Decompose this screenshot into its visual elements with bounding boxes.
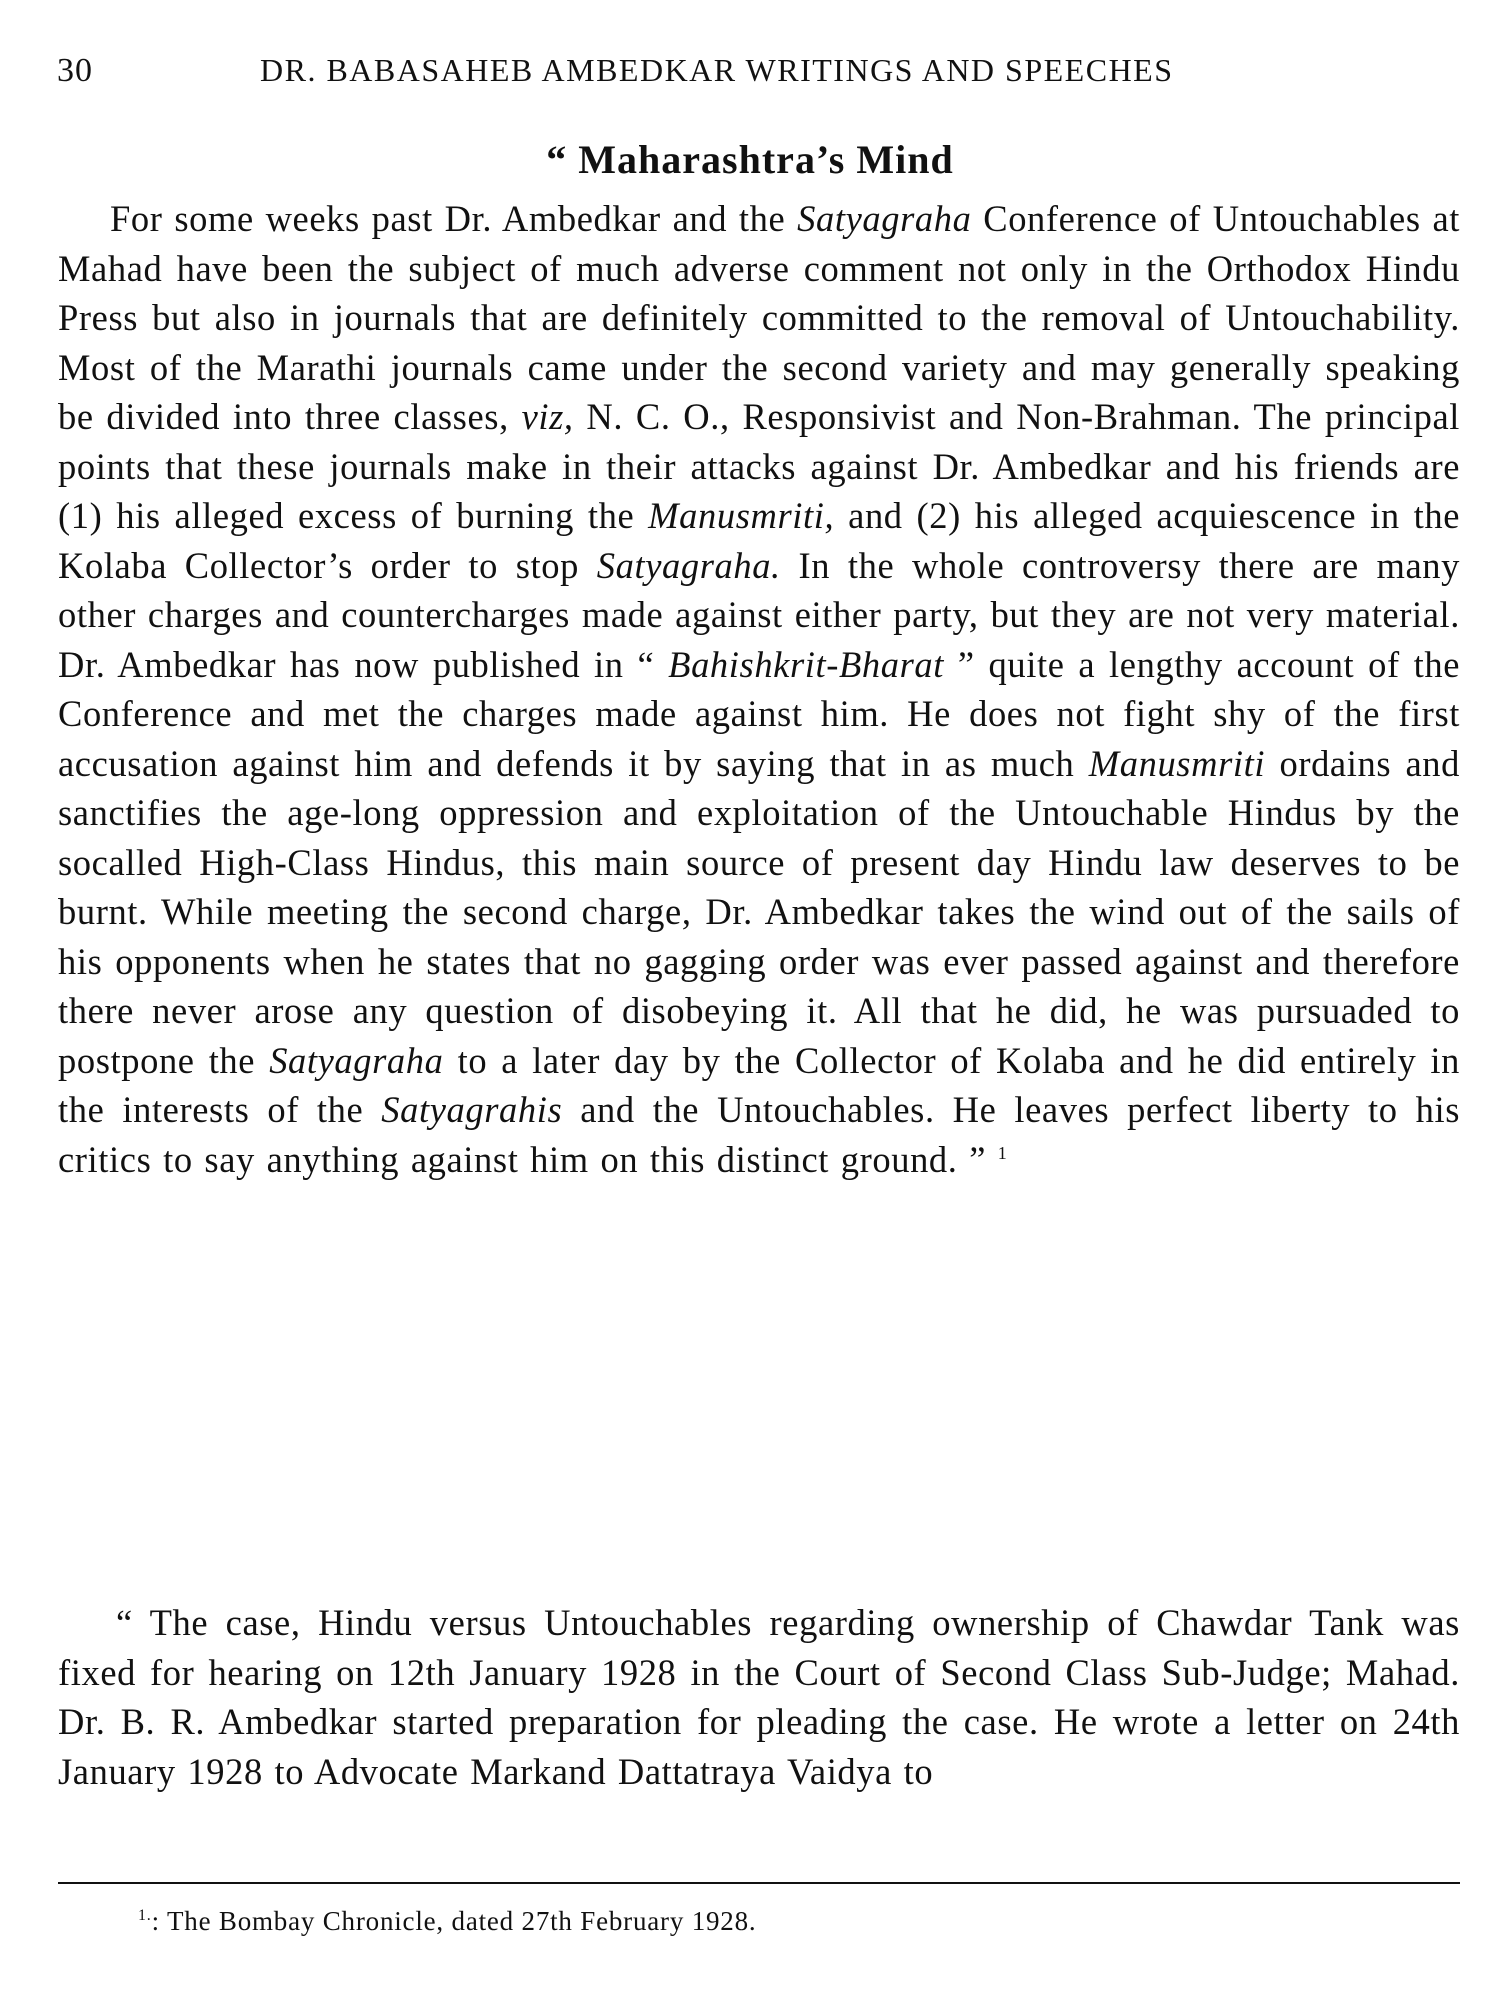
italic-term: Satyagraha.	[596, 544, 781, 586]
italic-term: Satyagrahis	[381, 1089, 563, 1130]
text-run: ordains and sanctifies the age-long oppression and exploitation of the Untouchable Hindus by the socalled High-Class Hindus, this main source of present day Hindu law deserves to be burnt. While meeting the second charge, Dr. Ambedkar takes the wind out of the sails of his opponents when he states that no gagging order was ever passed against and therefore there never arose any question of disobeying it. All that he did, he was pursuaded to postpone the	[58, 742, 1460, 1081]
footnote-reference: 1	[997, 1142, 1008, 1163]
footnote-divider	[58, 1882, 1460, 1884]
text-run: and (2) his alleged acquiescence in the Kolaba Collector’s order to stop	[58, 495, 1460, 586]
italic-term: Satyagraha	[797, 198, 972, 239]
text-run: For some weeks past Dr. Ambedkar and the	[110, 198, 798, 239]
text-run: ” quite a lengthy account of the Conference and met the charges made against him. He does not fight shy of the first accusation against him and defends it by saying that in as much	[58, 643, 1461, 784]
footnote	[138, 1906, 756, 1937]
text-run: Conference of Untouchables at Mahad have been the subject of much adverse comment not only in the Orthodox Hindu Press but also in journals that are definitely committed to the removal of Untouchability. Most of the Marathi journals came under the second variety and may generally speaking be divided into three classes,	[58, 198, 1460, 437]
italic-term: Manusmriti	[1088, 742, 1266, 784]
page-header	[57, 52, 1457, 102]
footnote-text: : The Bombay Chronicle, dated 27th February 1928.	[151, 1906, 757, 1936]
italic-term: Manusmriti,	[648, 495, 835, 536]
body-paragraph-1	[58, 194, 1460, 1184]
page-number: 30	[57, 52, 93, 89]
body-paragraph-2: “ The case, Hindu versus Untouchables regarding ownership of Chawdar Tank was fixed for hearing on 12th January 1928 in the Court of Second Class Sub-Judge; Mahad. Dr. B. R. Ambedkar started preparation for pleading the case. He wrote a letter on 24th January 1928 to Advocate Markand Dattatraya Vaidya to	[58, 1602, 1460, 1792]
text-run: In the whole controversy there are many other charges and countercharges made against either party, but they are not very material. Dr. Ambedkar has now published in “	[58, 544, 1460, 685]
footnote-mark: 1.	[138, 1907, 152, 1924]
italic-term: viz,	[521, 396, 574, 437]
italic-term: Bahishkrit-Bharat	[668, 643, 944, 685]
italic-term: Satyagraha	[269, 1039, 444, 1081]
text-run: and the Untouchables. He leaves perfect liberty to his critics to say anything against him on this distinct ground. ”	[58, 1089, 1460, 1180]
running-title: DR. BABASAHEB AMBEDKAR WRITINGS AND SPEECHES	[260, 52, 1174, 88]
section-heading: “ Maharashtra’s Mind	[546, 137, 954, 182]
text-run: to a later day by the Collector of Kolaba and he did entirely in the interests of the	[58, 1039, 1460, 1130]
text-run: N. C. O., Responsivist and Non-Brahman. The principal points that these journals make in their attacks against Dr. Ambedkar and his friends are (1) his alleged excess of burning the	[58, 396, 1460, 536]
